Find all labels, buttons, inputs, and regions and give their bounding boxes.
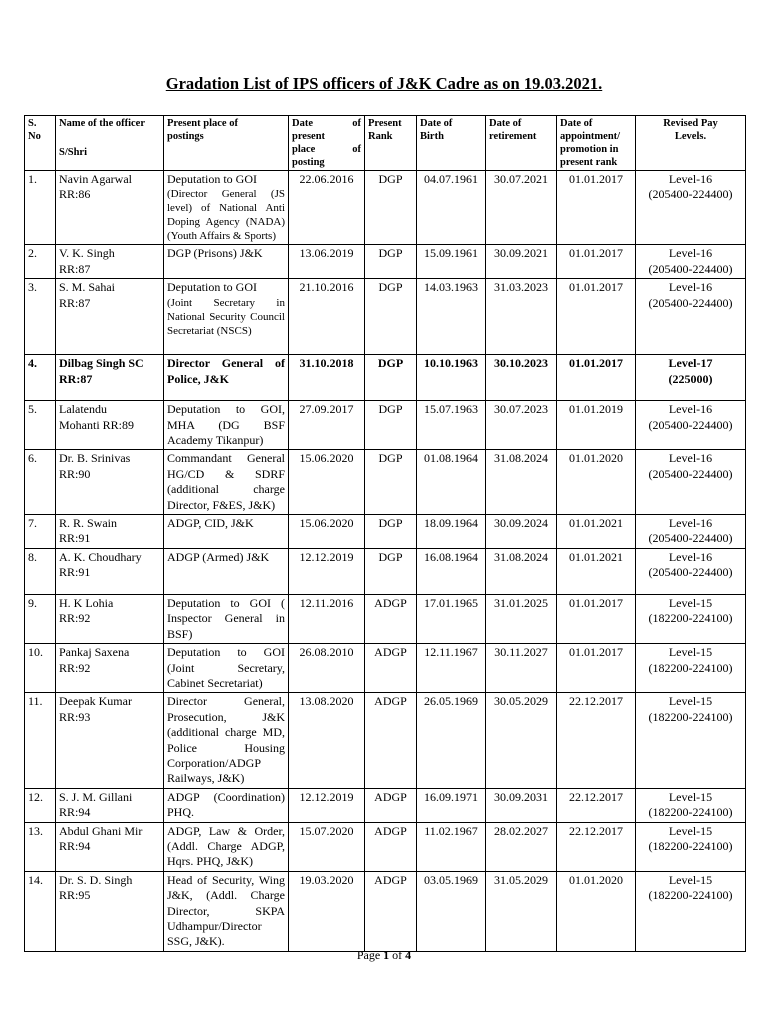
- cell-sno: 7.: [25, 515, 56, 549]
- cell-rank: ADGP: [365, 644, 417, 693]
- cell-date-posting: 13.08.2020: [289, 693, 365, 788]
- cell-pay: Level-15 (182200-224100): [636, 822, 746, 871]
- table-row: [25, 450, 746, 515]
- cell-date-posting: 15.07.2020: [289, 822, 365, 871]
- cell-posting: Deputation to GOI ( Inspector General in BSF): [164, 594, 289, 643]
- cell-posting: Director General, Prosecution, J&K (additional charge MD, Police Housing Corporation/ADGP Railways, J&K): [164, 693, 289, 788]
- cell-pay: Level-16 (205400-224400): [636, 279, 746, 355]
- cell-sno: 14.: [25, 871, 56, 951]
- cell-date-posting: 12.12.2019: [289, 548, 365, 594]
- cell-rank: DGP: [365, 171, 417, 245]
- table-row: [25, 245, 746, 279]
- cell-retirement: 31.05.2029: [486, 871, 557, 951]
- cell-dob: 04.07.1961: [417, 171, 486, 245]
- cell-sno: 11.: [25, 693, 56, 788]
- page-footer: Page 1 of 4: [356, 948, 412, 962]
- cell-dob: 03.05.1969: [417, 871, 486, 951]
- cell-name: Dilbag Singh SC RR:87: [56, 355, 164, 401]
- cell-appointment: 01.01.2017: [557, 594, 636, 643]
- table-row: [25, 644, 746, 693]
- cell-date-posting: 22.06.2016: [289, 171, 365, 245]
- cell-pay: Level-16 (205400-224400): [636, 515, 746, 549]
- cell-pay: Level-16 (205400-224400): [636, 245, 746, 279]
- cell-date-posting: 27.09.2017: [289, 401, 365, 450]
- cell-name: H. K Lohia RR:92: [56, 594, 164, 643]
- header-pay: Revised Pay Levels.: [636, 116, 746, 171]
- cell-date-posting: 21.10.2016: [289, 279, 365, 355]
- cell-retirement: 31.03.2023: [486, 279, 557, 355]
- header-posting: Present place of postings: [164, 116, 289, 171]
- cell-retirement: 31.08.2024: [486, 450, 557, 515]
- cell-posting: Deputation to GOI (Director General (JS level) of National Anti Doping Agency (NADA) (Youth Affairs & Sports): [164, 171, 289, 245]
- table-row: [25, 355, 746, 401]
- cell-posting: Commandant General HG/CD & SDRF (additional charge Director, F&ES, J&K): [164, 450, 289, 515]
- cell-name: Deepak Kumar RR:93: [56, 693, 164, 788]
- cell-name: A. K. Choudhary RR:91: [56, 548, 164, 594]
- cell-rank: DGP: [365, 515, 417, 549]
- cell-pay: Level-15 (182200-224100): [636, 693, 746, 788]
- cell-posting: Deputation to GOI (Joint Secretary, Cabinet Secretariat): [164, 644, 289, 693]
- cell-rank: ADGP: [365, 693, 417, 788]
- cell-name: Pankaj Saxena RR:92: [56, 644, 164, 693]
- table-row: [25, 548, 746, 594]
- cell-appointment: 01.01.2021: [557, 548, 636, 594]
- cell-posting: ADGP, Law & Order, (Addl. Charge ADGP, Hqrs. PHQ, J&K): [164, 822, 289, 871]
- table-row: [25, 822, 746, 871]
- cell-date-posting: 13.06.2019: [289, 245, 365, 279]
- cell-pay: Level-17 (225000): [636, 355, 746, 401]
- header-appointment: Date of appointment/ promotion in present rank: [557, 116, 636, 171]
- cell-retirement: 30.07.2023: [486, 401, 557, 450]
- cell-name: Dr. B. Srinivas RR:90: [56, 450, 164, 515]
- cell-posting: ADGP (Coordination) PHQ.: [164, 788, 289, 822]
- cell-appointment: 22.12.2017: [557, 693, 636, 788]
- cell-rank: DGP: [365, 279, 417, 355]
- cell-retirement: 30.09.2021: [486, 245, 557, 279]
- cell-pay: Level-16 (205400-224400): [636, 450, 746, 515]
- cell-name: Dr. S. D. Singh RR:95: [56, 871, 164, 951]
- header-name: Name of the officer S/Shri: [56, 116, 164, 171]
- header-sno: S. No: [25, 116, 56, 171]
- cell-dob: 11.02.1967: [417, 822, 486, 871]
- table-row: [25, 871, 746, 951]
- table-row: [25, 279, 746, 355]
- cell-appointment: 22.12.2017: [557, 822, 636, 871]
- cell-dob: 10.10.1963: [417, 355, 486, 401]
- cell-rank: DGP: [365, 355, 417, 401]
- cell-name: Navin Agarwal RR:86: [56, 171, 164, 245]
- cell-dob: 16.09.1971: [417, 788, 486, 822]
- cell-retirement: 30.11.2027: [486, 644, 557, 693]
- cell-retirement: 31.01.2025: [486, 594, 557, 643]
- cell-date-posting: 31.10.2018: [289, 355, 365, 401]
- cell-posting: Head of Security, Wing J&K, (Addl. Charge Director, SKPA Udhampur/Director SSG, J&K).: [164, 871, 289, 951]
- cell-pay: Level-15 (182200-224100): [636, 594, 746, 643]
- cell-posting: ADGP, CID, J&K: [164, 515, 289, 549]
- cell-sno: 13.: [25, 822, 56, 871]
- cell-name: S. M. Sahai RR:87: [56, 279, 164, 355]
- cell-pay: Level-16 (205400-224400): [636, 171, 746, 245]
- cell-appointment: 01.01.2017: [557, 245, 636, 279]
- cell-name: Lalatendu Mohanti RR:89: [56, 401, 164, 450]
- cell-pay: Level-16 (205400-224400): [636, 401, 746, 450]
- cell-date-posting: 12.12.2019: [289, 788, 365, 822]
- header-retirement: Date of retirement: [486, 116, 557, 171]
- cell-pay: Level-15 (182200-224100): [636, 644, 746, 693]
- cell-retirement: 30.05.2029: [486, 693, 557, 788]
- cell-sno: 4.: [25, 355, 56, 401]
- cell-appointment: 01.01.2021: [557, 515, 636, 549]
- cell-name: S. J. M. Gillani RR:94: [56, 788, 164, 822]
- cell-dob: 18.09.1964: [417, 515, 486, 549]
- cell-posting: Deputation to GOI (Joint Secretary in National Security Council Secretariat (NSCS): [164, 279, 289, 355]
- cell-date-posting: 12.11.2016: [289, 594, 365, 643]
- table-header-row: [25, 116, 746, 171]
- cell-sno: 6.: [25, 450, 56, 515]
- cell-dob: 16.08.1964: [417, 548, 486, 594]
- cell-rank: DGP: [365, 548, 417, 594]
- cell-retirement: 30.09.2031: [486, 788, 557, 822]
- cell-appointment: 01.01.2017: [557, 171, 636, 245]
- cell-sno: 10.: [25, 644, 56, 693]
- cell-rank: ADGP: [365, 594, 417, 643]
- cell-sno: 12.: [25, 788, 56, 822]
- table-row: [25, 788, 746, 822]
- cell-retirement: 31.08.2024: [486, 548, 557, 594]
- table-row: [25, 693, 746, 788]
- cell-name: V. K. Singh RR:87: [56, 245, 164, 279]
- cell-posting: Director General of Police, J&K: [164, 355, 289, 401]
- cell-name: Abdul Ghani Mir RR:94: [56, 822, 164, 871]
- cell-sno: 2.: [25, 245, 56, 279]
- cell-rank: DGP: [365, 450, 417, 515]
- cell-posting: DGP (Prisons) J&K: [164, 245, 289, 279]
- cell-appointment: 01.01.2019: [557, 401, 636, 450]
- cell-date-posting: 15.06.2020: [289, 450, 365, 515]
- document-title: Gradation List of IPS officers of J&K Cadre as on 19.03.2021.: [165, 74, 603, 93]
- cell-appointment: 01.01.2017: [557, 644, 636, 693]
- header-date-posting: Date of present place of posting: [289, 116, 365, 171]
- cell-appointment: 01.01.2017: [557, 279, 636, 355]
- cell-name: R. R. Swain RR:91: [56, 515, 164, 549]
- cell-dob: 14.03.1963: [417, 279, 486, 355]
- cell-appointment: 01.01.2020: [557, 450, 636, 515]
- header-dob: Date of Birth: [417, 116, 486, 171]
- cell-pay: Level-15 (182200-224100): [636, 788, 746, 822]
- cell-retirement: 30.10.2023: [486, 355, 557, 401]
- cell-posting: Deputation to GOI, MHA (DG BSF Academy Tikanpur): [164, 401, 289, 450]
- cell-sno: 8.: [25, 548, 56, 594]
- cell-sno: 9.: [25, 594, 56, 643]
- cell-dob: 26.05.1969: [417, 693, 486, 788]
- cell-date-posting: 19.03.2020: [289, 871, 365, 951]
- table-row: [25, 171, 746, 245]
- cell-sno: 1.: [25, 171, 56, 245]
- table-row: [25, 594, 746, 643]
- cell-sno: 5.: [25, 401, 56, 450]
- cell-rank: ADGP: [365, 788, 417, 822]
- cell-rank: ADGP: [365, 871, 417, 951]
- cell-retirement: 30.07.2021: [486, 171, 557, 245]
- cell-dob: 15.09.1961: [417, 245, 486, 279]
- cell-dob: 15.07.1963: [417, 401, 486, 450]
- cell-dob: 12.11.1967: [417, 644, 486, 693]
- table-row: [25, 515, 746, 549]
- cell-rank: ADGP: [365, 822, 417, 871]
- cell-date-posting: 26.08.2010: [289, 644, 365, 693]
- cell-sno: 3.: [25, 279, 56, 355]
- cell-rank: DGP: [365, 401, 417, 450]
- cell-date-posting: 15.06.2020: [289, 515, 365, 549]
- table-row: [25, 401, 746, 450]
- cell-appointment: 01.01.2020: [557, 871, 636, 951]
- cell-retirement: 28.02.2027: [486, 822, 557, 871]
- cell-dob: 17.01.1965: [417, 594, 486, 643]
- cell-posting: ADGP (Armed) J&K: [164, 548, 289, 594]
- cell-dob: 01.08.1964: [417, 450, 486, 515]
- cell-appointment: 01.01.2017: [557, 355, 636, 401]
- cell-pay: Level-15 (182200-224100): [636, 871, 746, 951]
- gradation-table: [24, 115, 746, 952]
- cell-pay: Level-16 (205400-224400): [636, 548, 746, 594]
- header-rank: Present Rank: [365, 116, 417, 171]
- cell-appointment: 22.12.2017: [557, 788, 636, 822]
- cell-rank: DGP: [365, 245, 417, 279]
- cell-retirement: 30.09.2024: [486, 515, 557, 549]
